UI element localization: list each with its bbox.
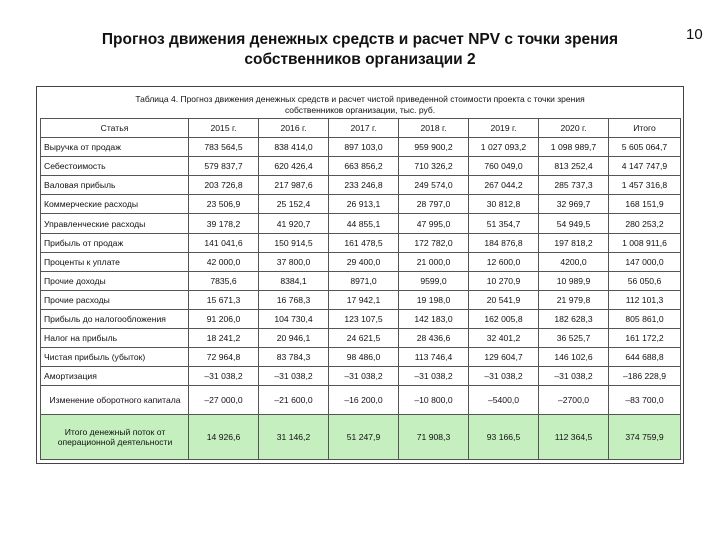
value-cell: 285 737,3 [539,176,609,195]
table-header-row [41,119,681,138]
value-cell: 663 856,2 [329,157,399,176]
table-row [41,329,681,348]
value-cell: 25 152,4 [259,195,329,214]
value-cell: 32 401,2 [469,329,539,348]
value-cell: 249 574,0 [399,176,469,195]
value-cell: 16 768,3 [259,290,329,309]
value-cell: 184 876,8 [469,233,539,252]
title-line-1: Прогноз движения денежных средств и расчет NPV с точки зрения [101,31,619,48]
caption-line-2: собственников организации, тыс. руб. [284,105,436,115]
row-label: Проценты к уплате [41,252,189,271]
value-cell: 29 400,0 [329,252,399,271]
header-cell: 2017 г. [329,119,399,138]
value-cell: 161 478,5 [329,233,399,252]
value-cell: –2700,0 [539,386,609,415]
value-cell: –5400,0 [469,386,539,415]
value-cell: 142 183,0 [399,309,469,328]
value-cell: 113 746,4 [399,348,469,367]
value-cell: 112 364,5 [539,415,609,460]
value-cell: 30 812,8 [469,195,539,214]
value-cell: 150 914,5 [259,233,329,252]
table-caption [36,94,684,116]
value-cell: 146 102,6 [539,348,609,367]
header-cell: 2015 г. [189,119,259,138]
value-cell: –31 038,2 [469,367,539,386]
row-label: Управленческие расходы [41,214,189,233]
row-label: Итого денежный поток от операционной деятельности [41,415,189,460]
table-row [41,348,681,367]
value-cell: 141 041,6 [189,233,259,252]
value-cell: 217 987,6 [259,176,329,195]
value-cell: 91 206,0 [189,309,259,328]
row-label: Амортизация [41,367,189,386]
table-row [41,233,681,252]
value-cell: 4200,0 [539,252,609,271]
table-row [41,271,681,290]
row-label: Прочие доходы [41,271,189,290]
value-cell: –186 228,9 [609,367,681,386]
table-row [41,157,681,176]
value-cell: 104 730,4 [259,309,329,328]
value-cell: 374 759,9 [609,415,681,460]
table-row [41,290,681,309]
value-cell: 17 942,1 [329,290,399,309]
value-cell: 182 628,3 [539,309,609,328]
page-number: 10 [686,26,703,43]
value-cell: 54 949,5 [539,214,609,233]
value-cell: 10 989,9 [539,271,609,290]
value-cell: 897 103,0 [329,138,399,157]
value-cell: 760 049,0 [469,157,539,176]
value-cell: 23 506,9 [189,195,259,214]
value-cell: 233 246,8 [329,176,399,195]
row-label: Прибыль до налогообложения [41,309,189,328]
table-row [41,214,681,233]
page-title [40,30,680,70]
header-cell: 2018 г. [399,119,469,138]
value-cell: –10 800,0 [399,386,469,415]
value-cell: –31 038,2 [329,367,399,386]
value-cell: –31 038,2 [259,367,329,386]
table-row [41,367,681,386]
table-row [41,195,681,214]
row-label: Изменение оборотного капитала [41,386,189,415]
value-cell: 267 044,2 [469,176,539,195]
value-cell: 98 486,0 [329,348,399,367]
value-cell: 1 098 989,7 [539,138,609,157]
value-cell: 72 964,8 [189,348,259,367]
header-cell: Итого [609,119,681,138]
value-cell: 42 000,0 [189,252,259,271]
value-cell: –83 700,0 [609,386,681,415]
header-cell: Статья [41,119,189,138]
value-cell: 168 151,9 [609,195,681,214]
value-cell: 21 979,8 [539,290,609,309]
value-cell: 203 726,8 [189,176,259,195]
value-cell: 47 995,0 [399,214,469,233]
value-cell: 56 050,6 [609,271,681,290]
table-row [41,309,681,328]
row-label: Прибыль от продаж [41,233,189,252]
value-cell: 26 913,1 [329,195,399,214]
value-cell: 51 354,7 [469,214,539,233]
value-cell: 15 671,3 [189,290,259,309]
cash-flow-table [40,118,681,460]
value-cell: 5 605 064,7 [609,138,681,157]
value-cell: 197 818,2 [539,233,609,252]
row-label: Валовая прибыль [41,176,189,195]
value-cell: 838 414,0 [259,138,329,157]
value-cell: 112 101,3 [609,290,681,309]
value-cell: 20 946,1 [259,329,329,348]
value-cell: 579 837,7 [189,157,259,176]
value-cell: 172 782,0 [399,233,469,252]
value-cell: 10 270,9 [469,271,539,290]
value-cell: 1 027 093,2 [469,138,539,157]
value-cell: 24 621,5 [329,329,399,348]
value-cell: 8971,0 [329,271,399,290]
value-cell: 32 969,7 [539,195,609,214]
value-cell: 18 241,2 [189,329,259,348]
row-label: Налог на прибыль [41,329,189,348]
value-cell: 44 855,1 [329,214,399,233]
value-cell: 644 688,8 [609,348,681,367]
value-cell: 51 247,9 [329,415,399,460]
value-cell: 7835,6 [189,271,259,290]
value-cell: 71 908,3 [399,415,469,460]
value-cell: 1 008 911,6 [609,233,681,252]
value-cell: 83 784,3 [259,348,329,367]
value-cell: –27 000,0 [189,386,259,415]
value-cell: 14 926,6 [189,415,259,460]
value-cell: –31 038,2 [189,367,259,386]
value-cell: 147 000,0 [609,252,681,271]
row-label: Чистая прибыль (убыток) [41,348,189,367]
table-row [41,386,681,415]
caption-line-1: Таблица 4. Прогноз движения денежных средств и расчет чистой приведенной стоимости проекта с точки зрения [135,94,585,104]
value-cell: 8384,1 [259,271,329,290]
table-row [41,176,681,195]
value-cell: 39 178,2 [189,214,259,233]
value-cell: 41 920,7 [259,214,329,233]
table-row [41,415,681,460]
title-line-2: собственников организации 2 [244,51,476,68]
value-cell: 36 525,7 [539,329,609,348]
value-cell: 1 457 316,8 [609,176,681,195]
value-cell: 959 900,2 [399,138,469,157]
value-cell: 31 146,2 [259,415,329,460]
row-label: Себестоимость [41,157,189,176]
value-cell: –31 038,2 [539,367,609,386]
value-cell: 280 253,2 [609,214,681,233]
value-cell: 28 436,6 [399,329,469,348]
row-label: Выручка от продаж [41,138,189,157]
value-cell: 162 005,8 [469,309,539,328]
header-cell: 2019 г. [469,119,539,138]
value-cell: 123 107,5 [329,309,399,328]
header-cell: 2020 г. [539,119,609,138]
value-cell: –21 600,0 [259,386,329,415]
value-cell: 93 166,5 [469,415,539,460]
value-cell: 12 600,0 [469,252,539,271]
value-cell: 19 198,0 [399,290,469,309]
value-cell: 21 000,0 [399,252,469,271]
value-cell: 20 541,9 [469,290,539,309]
value-cell: –16 200,0 [329,386,399,415]
value-cell: 4 147 747,9 [609,157,681,176]
row-label: Прочие расходы [41,290,189,309]
table-body [41,138,681,460]
value-cell: –31 038,2 [399,367,469,386]
table-row [41,252,681,271]
value-cell: 28 797,0 [399,195,469,214]
value-cell: 9599,0 [399,271,469,290]
value-cell: 620 426,4 [259,157,329,176]
table-row [41,138,681,157]
value-cell: 710 326,2 [399,157,469,176]
value-cell: 783 564,5 [189,138,259,157]
row-label: Коммерческие расходы [41,195,189,214]
value-cell: 161 172,2 [609,329,681,348]
header-cell: 2016 г. [259,119,329,138]
value-cell: 805 861,0 [609,309,681,328]
value-cell: 129 604,7 [469,348,539,367]
value-cell: 813 252,4 [539,157,609,176]
value-cell: 37 800,0 [259,252,329,271]
